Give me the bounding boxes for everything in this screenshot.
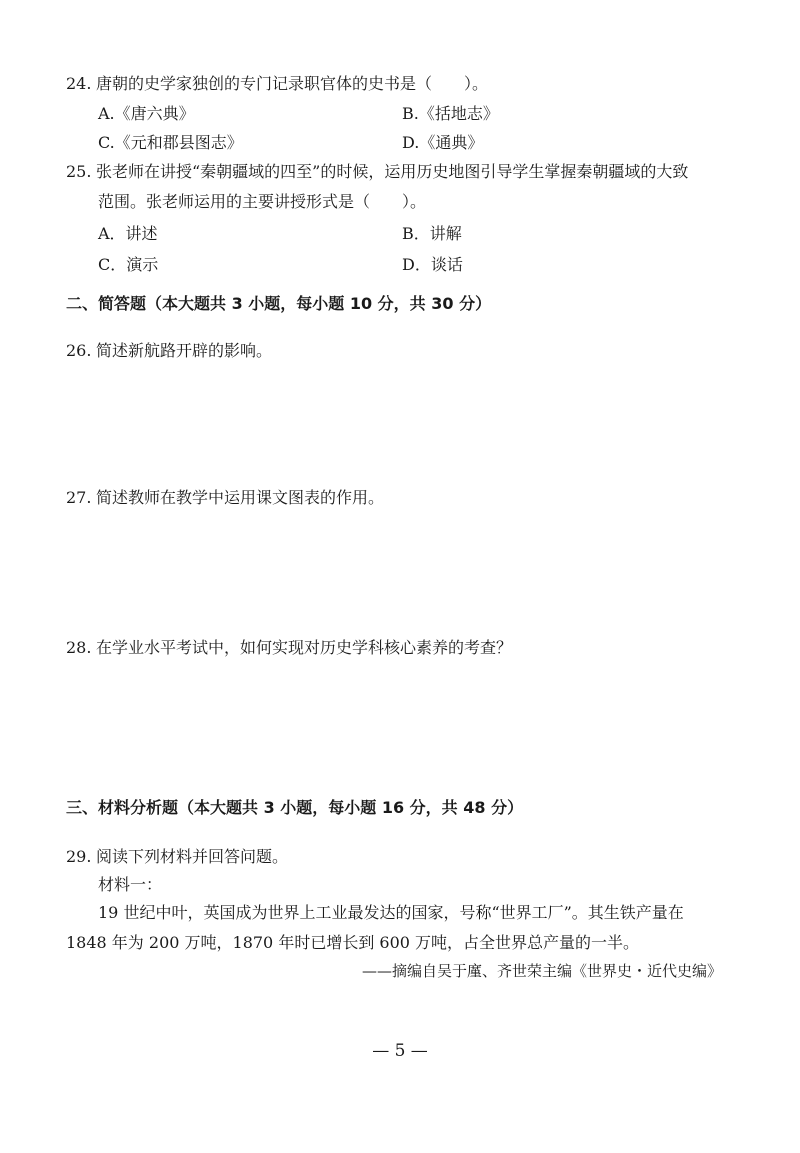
question-number: 25. <box>66 162 92 181</box>
material-label: 材料一： <box>98 875 163 894</box>
question-number: 24. <box>66 74 92 93</box>
question-stem: 阅读下列材料并回答问题。 <box>96 847 289 866</box>
page-number: — 5 — <box>372 1041 428 1061</box>
question-stem-line1: 张老师在讲授“秦朝疆域的四至”的时候，运用历史地图引导学生掌握秦朝疆域的大致 <box>96 162 689 181</box>
section-header-short-answer: 二、简答题（本大题共 3 小题，每小题 10 分，共 30 分） <box>66 294 492 313</box>
question-28 <box>66 637 512 659</box>
option-b: B．讲解 <box>402 224 462 243</box>
option-b: B.《括地志》 <box>402 104 499 123</box>
option-a: A．讲述 <box>98 224 158 243</box>
question-number: 27. <box>66 488 92 507</box>
question-stem: 唐朝的史学家独创的专门记录职官体的史书是（ ）。 <box>96 74 489 93</box>
question-26 <box>66 340 272 362</box>
question-stem: 简述教师在教学中运用课文图表的作用。 <box>96 488 385 507</box>
option-d: D．谈话 <box>402 255 463 274</box>
question-number: 29. <box>66 847 92 866</box>
material-text-line2: 1848 年为 200 万吨，1870 年时已增长到 600 万吨，占全世界总产量的一半。 <box>66 933 640 952</box>
answer-space-27 <box>66 515 726 625</box>
question-stem: 简述新航路开辟的影响。 <box>96 341 273 360</box>
material-text-line1: 19 世纪中叶，英国成为世界上工业最发达的国家，号称“世界工厂”。其生铁产量在 <box>98 903 684 922</box>
answer-space-28 <box>66 665 726 790</box>
question-25 <box>66 161 688 183</box>
answer-space-26 <box>66 368 726 478</box>
option-a: A.《唐六典》 <box>98 104 195 123</box>
option-d: D.《通典》 <box>402 133 484 152</box>
material-source: ——摘编自吴于廑、齐世荣主编《世界史・近代史编》 <box>361 962 722 980</box>
question-number: 28. <box>66 638 92 657</box>
question-stem-line2: 范围。张老师运用的主要讲授形式是（ ）。 <box>98 192 427 211</box>
option-c: C．演示 <box>98 255 159 274</box>
section-header-material-analysis: 三、材料分析题（本大题共 3 小题，每小题 16 分，共 48 分） <box>66 798 524 817</box>
question-stem: 在学业水平考试中，如何实现对历史学科核心素养的考查？ <box>96 638 513 657</box>
question-24 <box>66 73 488 95</box>
question-27 <box>66 487 384 509</box>
question-29 <box>66 846 288 868</box>
option-c: C.《元和郡县图志》 <box>98 133 243 152</box>
question-number: 26. <box>66 341 92 360</box>
